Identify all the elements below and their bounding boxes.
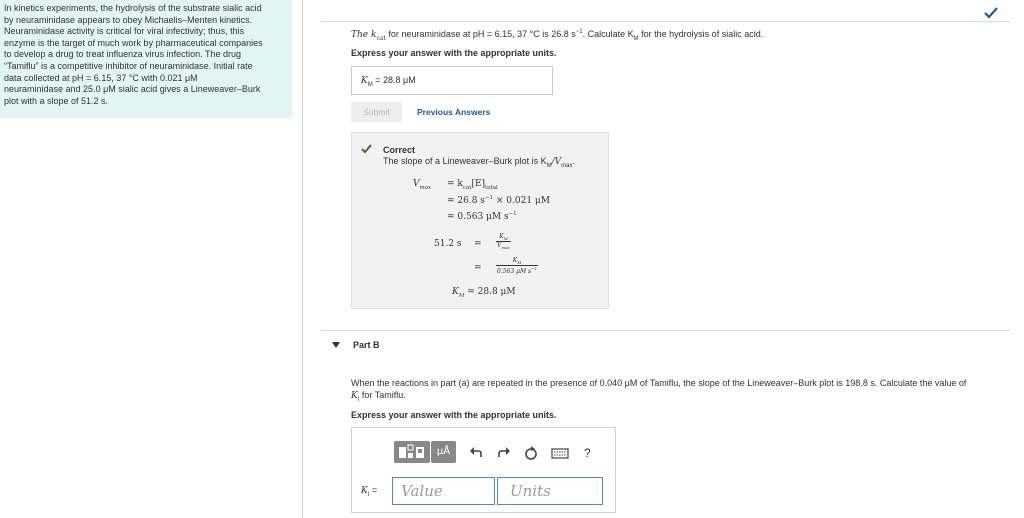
feedback-text: The slope of a Lineweaver–Burk plot is $K_M/V_{max}$.: [383, 156, 575, 169]
previous-answers-link[interactable]: Previous Answers: [417, 107, 491, 117]
part-a-instruction: Express your answer with the appropriate units.: [351, 48, 557, 58]
redo-icon[interactable]: [497, 446, 511, 460]
part-b-header[interactable]: [321, 330, 1010, 359]
templates-button[interactable]: [394, 441, 430, 463]
eq-slope-fraction: $\frac{K_M}{V_{max}}$: [497, 233, 510, 251]
collapse-arrow-icon[interactable]: [332, 342, 340, 348]
value-input[interactable]: Value: [392, 477, 495, 505]
part-b-question-line-2: $K_I$ for Tamiflu.: [351, 390, 406, 403]
problem-line: “Tamiflu” is a competitive inhibitor of neuraminidase. Initial rate: [4, 60, 253, 71]
part-a-header: [321, 0, 1010, 22]
correct-check-icon: [361, 144, 372, 154]
problem-line: plot with a slope of 51.2 s.: [4, 95, 109, 106]
eq-vmax-lhs: $V_{max}$: [413, 179, 432, 191]
keyboard-icon[interactable]: [551, 446, 569, 460]
eq-line-3: = 0.563 μM $s^{-1}$: [447, 211, 517, 222]
units-button[interactable]: μÅ: [431, 441, 456, 463]
part-a-question: The $k_{cat}$ for neuraminidase at pH = 6.15, 37 °C is 26.8 $s^{-1}$. Calculate $K_M$ for the hydrolysis of sialic acid.: [351, 29, 764, 42]
feedback-title: Correct: [383, 145, 416, 155]
problem-line: to develop a drug to treat influenza virus infection. The drug: [4, 49, 241, 60]
part-b-instruction: Express your answer with the appropriate units.: [351, 410, 557, 420]
reset-icon[interactable]: [524, 446, 538, 460]
submit-button[interactable]: Submit: [351, 102, 402, 122]
ki-label: $K_I$ =: [361, 485, 378, 498]
problem-line: Neuraminidase activity is critical for viral infectivity; thus, this: [4, 26, 245, 37]
part-a-answer-display: $K_M = 28.8$ μM: [351, 66, 553, 95]
eq-line-1: = $k_{cat}[E]_{total}$: [447, 179, 498, 191]
undo-icon[interactable]: [469, 446, 483, 460]
problem-line: data collected at pH = 6.15, 37 °C with 0.021 μM: [4, 72, 198, 83]
problem-line: In kinetics experiments, the hydrolysis of the substrate sialic acid: [4, 3, 262, 13]
help-button[interactable]: ?: [584, 446, 591, 460]
eq-result: $K_M = 28.8$ μM: [452, 287, 516, 299]
part-b-title[interactable]: Part B: [353, 340, 380, 350]
eq-sub-equals: =: [474, 263, 482, 273]
eq-sub-fraction: $\frac{K_M}{0.563 \mu M s^{-1}}$: [497, 257, 538, 276]
problem-line: neuraminidase and 25.0 μM sialic acid gives a Lineweaver–Burk: [4, 84, 261, 95]
problem-line: by neuraminidase appears to obey Michaelis–Menten kinetics.: [4, 14, 253, 25]
eq-slope-equals: =: [474, 239, 482, 249]
answer-input-panel: [351, 427, 616, 513]
problem-statement: [0, 0, 292, 118]
problem-line: enzyme is the target of much work by pharmaceutical companies: [4, 37, 263, 48]
template-grid-icon: [394, 441, 430, 463]
part-b-question-line-1: When the reactions in part (a) are repeated in the presence of 0.040 μM of Tamiflu, the slope of the Lineweaver–Burk plot is 198.8 s. Calculate the value of: [351, 378, 967, 388]
check-icon: [984, 7, 998, 19]
column-divider: [302, 0, 303, 518]
units-input[interactable]: Units: [497, 477, 603, 505]
feedback-panel: [351, 132, 609, 309]
eq-line-2: = 26.8 $s^{-1} \times 0.021$ μM: [447, 195, 550, 206]
eq-slope-lhs: 51.2 s: [434, 239, 462, 249]
